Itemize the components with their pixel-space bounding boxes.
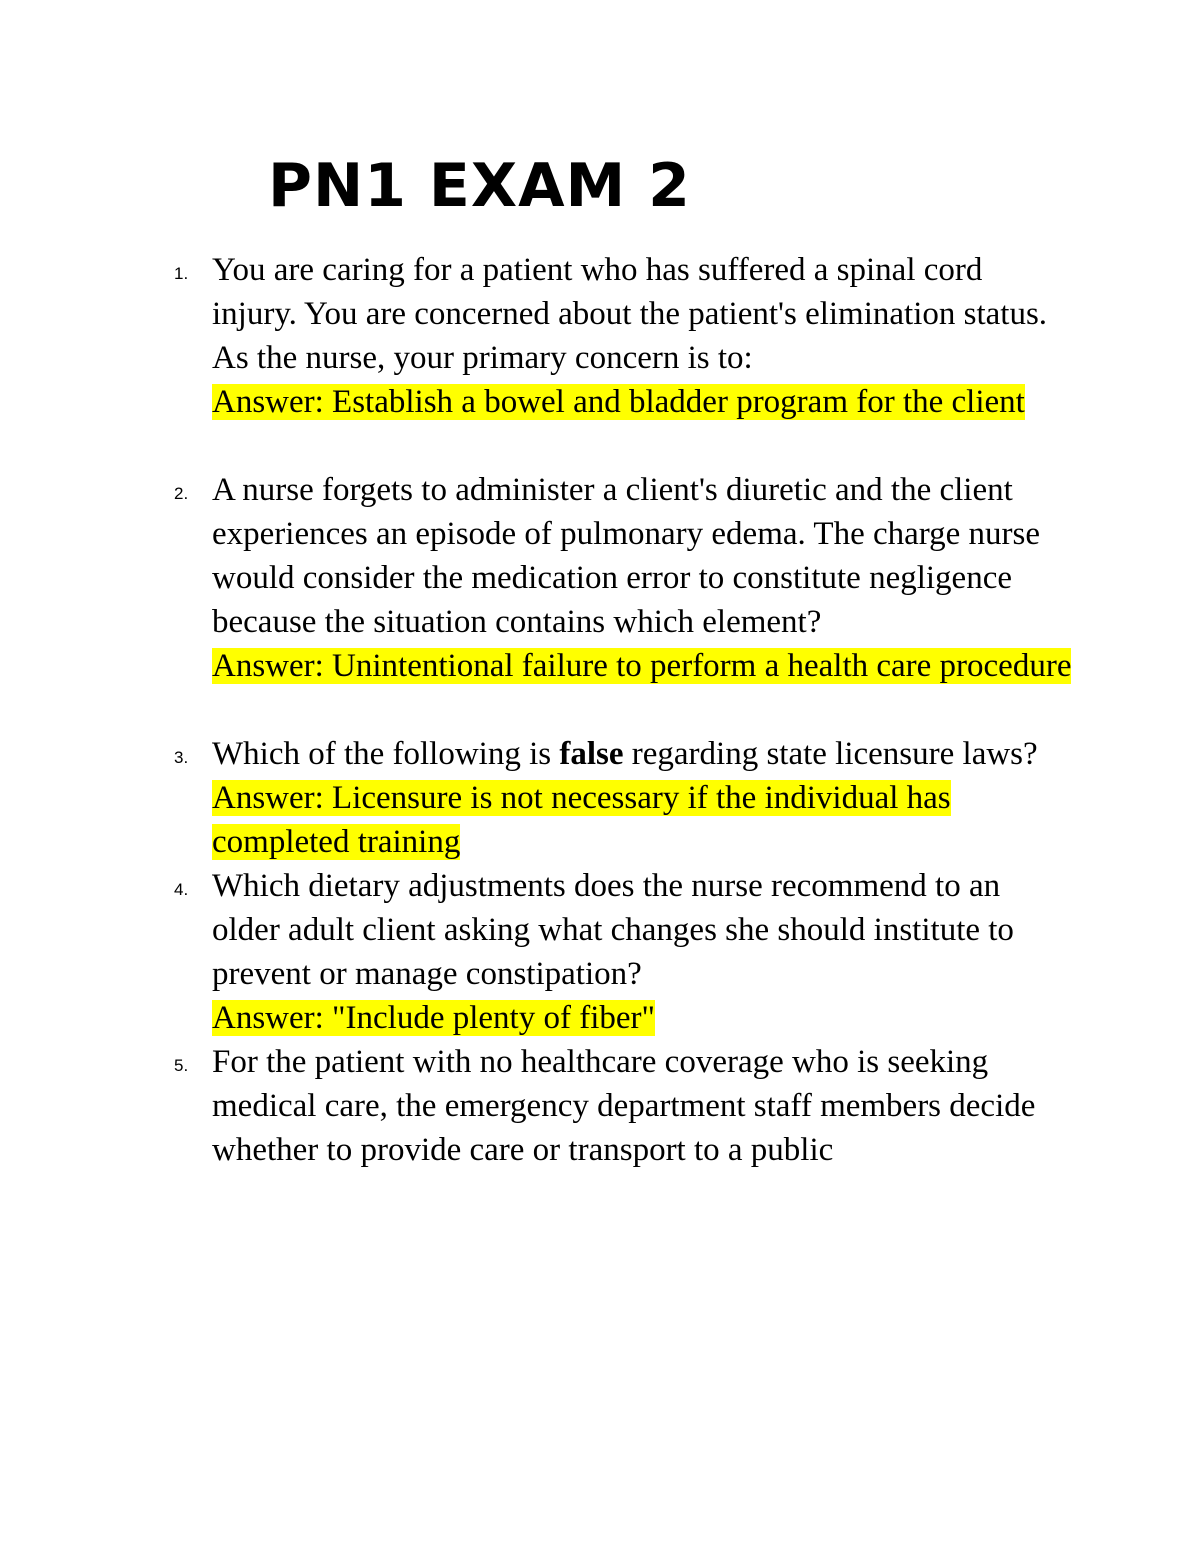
question-text [212, 732, 1072, 776]
question-item [174, 468, 1072, 688]
question-text-bold: false [559, 736, 624, 772]
question-number: 5. [174, 1056, 189, 1075]
answer-highlight [212, 380, 1072, 424]
page-title: PN1 EXAM 2 [268, 151, 691, 221]
answer-text: Answer: Establish a bowel and bladder program for the client [212, 384, 1025, 420]
question-text: Which dietary adjustments does the nurse recommend to an older adult client asking what changes she should institute to prevent or manage constipation? [212, 868, 1014, 992]
answer-highlight [212, 644, 1072, 688]
answer-text: Answer: "Include plenty of fiber" [212, 1000, 655, 1036]
question-number: 3. [174, 748, 189, 767]
question-number: 4. [174, 880, 189, 899]
question-number: 2. [174, 484, 189, 503]
question-item [174, 1040, 1072, 1172]
answer-highlight [212, 776, 1072, 864]
question-text: A nurse forgets to administer a client's diuretic and the client experiences an episode of pulmonary edema. The charge nurse would consider the medication error to constitute negligence because the situation contains which element? [212, 472, 1041, 640]
question-text-before: Which of the following is [212, 736, 560, 772]
answer-text: Answer: Unintentional failure to perform a health care procedure [212, 648, 1072, 684]
question-item [174, 732, 1072, 864]
question-list [174, 248, 1072, 1172]
question-item [174, 864, 1072, 1040]
question-item [174, 248, 1072, 424]
answer-text: Answer: Licensure is not necessary if the individual has completed training [212, 780, 951, 860]
answer-highlight [212, 996, 1072, 1040]
question-text: For the patient with no healthcare coverage who is seeking medical care, the emergency department staff members decide whether to provide care or transport to a public [212, 1044, 1036, 1168]
question-number: 1. [174, 264, 189, 283]
question-text-after: regarding state licensure laws? [623, 736, 1038, 772]
question-text: You are caring for a patient who has suffered a spinal cord injury. You are concerned about the patient's elimination status. As the nurse, your primary concern is to: [212, 252, 1048, 376]
